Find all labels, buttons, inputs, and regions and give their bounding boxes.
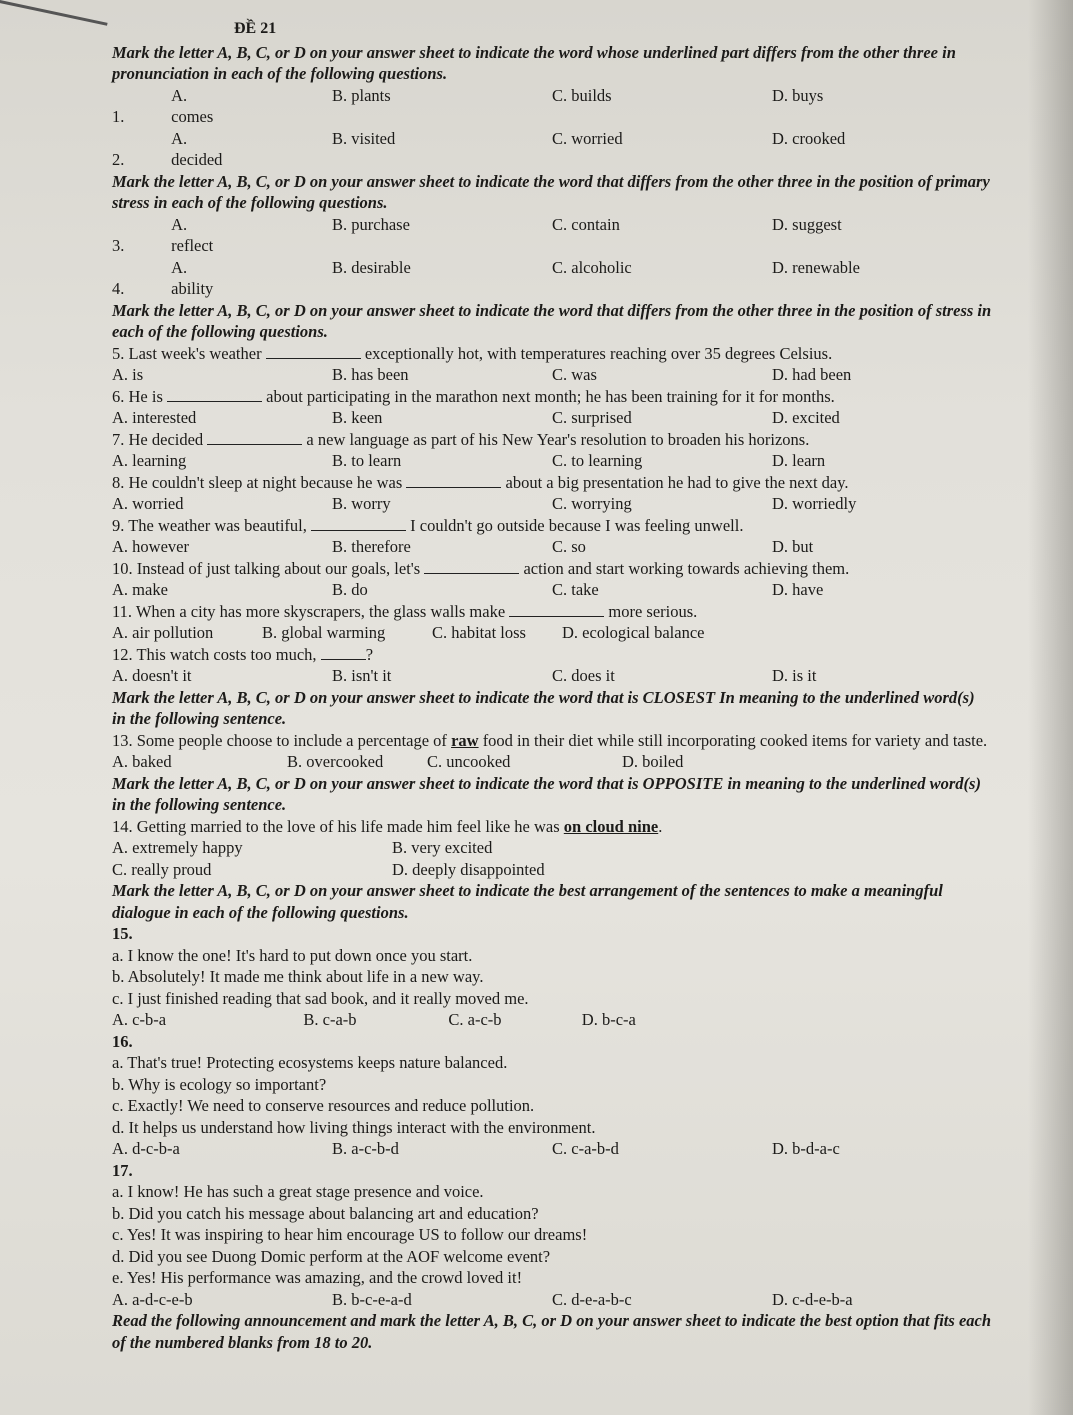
q13-option-a[interactable]: A. baked <box>112 752 172 771</box>
q1-label-a: 1. A. comes <box>112 85 214 126</box>
question-8: 8. He couldn't sleep at night because he was about a big presentation he had to give the next day. A. worried B. worry C. worrying D. worriedly <box>112 472 992 515</box>
q17-line-c: c. Yes! It was inspiring to hear him encourage US to follow our dreams! <box>112 1225 588 1244</box>
blank <box>266 346 361 359</box>
q16-option-a[interactable]: A. d-c-b-a <box>112 1139 180 1158</box>
blank <box>406 475 501 488</box>
q16-line-a: a. That's true! Protecting ecosystems keeps nature balanced. <box>112 1053 508 1072</box>
q6-option-d[interactable]: D. excited <box>772 408 840 427</box>
blank <box>321 647 366 660</box>
q14-option-c[interactable]: C. really proud <box>112 859 212 879</box>
q3-label-a: 3. A. reflect <box>112 214 214 255</box>
page-shadow <box>1028 0 1073 1415</box>
q8-option-b[interactable]: B. worry <box>332 494 391 513</box>
question-16 <box>112 1031 992 1160</box>
q15-option-c[interactable]: C. a-c-b <box>448 1010 502 1029</box>
q4-option-b[interactable]: B. desirable <box>332 257 411 277</box>
q14-option-d[interactable]: D. deeply disappointed <box>392 859 545 879</box>
question-4 <box>112 257 992 300</box>
instruction-primary-stress: Mark the letter A, B, C, or D on your answer sheet to indicate the word that differs from the other three in the position of primary stress in each of the following questions. <box>112 171 990 212</box>
q1-option-b[interactable]: B. plants <box>332 85 391 105</box>
blank <box>167 389 262 402</box>
exam-content <box>112 18 992 1353</box>
q2-option-c[interactable]: C. worried <box>552 128 623 148</box>
q14-option-b[interactable]: B. very excited <box>392 838 493 857</box>
q13-option-b[interactable]: B. overcooked <box>287 752 384 771</box>
q17-line-d: d. Did you see Duong Domic perform at the AOF welcome event? <box>112 1246 551 1266</box>
question-2 <box>112 128 992 171</box>
question-3 <box>112 214 992 257</box>
instruction-stress: Mark the letter A, B, C, or D on your answer sheet to indicate the word that differs from the other three in the position of stress in each of the following questions. <box>112 300 992 341</box>
q1-option-d[interactable]: D. buys <box>772 85 824 105</box>
q9-option-a[interactable]: A. however <box>112 537 189 556</box>
q6-option-b[interactable]: B. keen <box>332 408 383 427</box>
question-13: 13. Some people choose to include a percentage of raw food in their diet while still incorporating cooked items for variety and taste. A. baked B. overcooked C. uncooked D. boiled <box>112 730 988 771</box>
q3-option-c[interactable]: C. contain <box>552 214 620 234</box>
instruction-opposite-meaning: Mark the letter A, B, C, or D on your answer sheet to indicate the word that is OPPOSITE in meaning to the underlined word(s) in the following sentence. <box>112 773 981 814</box>
question-5: 5. Last week's weather exceptionally hot, with temperatures reaching over 35 degrees Celsius. A. is B. has been C. was D. had been <box>112 343 992 386</box>
instruction-announcement: Read the following announcement and mark the letter A, B, C, or D on your answer sheet to indicate the best option that fits each of the numbered blanks from 18 to 20. <box>112 1311 992 1352</box>
q8-option-d[interactable]: D. worriedly <box>772 494 857 513</box>
q6-option-a[interactable]: A. interested <box>112 408 197 427</box>
q9-option-d[interactable]: D. but <box>772 537 814 556</box>
q10-option-d[interactable]: D. have <box>772 580 824 599</box>
question-14: 14. Getting married to the love of his life made him feel like he was on cloud nine. A. extremely happy B. very excited C. really proud D. deeply disappointed <box>112 816 992 881</box>
q17-number: 17. <box>112 1160 133 1180</box>
q17-option-b[interactable]: B. b-c-e-a-d <box>332 1289 412 1309</box>
question-10: 10. Instead of just talking about our goals, let's action and start working towards achieving them. A. make B. do C. take D. have <box>112 558 992 601</box>
q5-option-b[interactable]: B. has been <box>332 365 409 384</box>
q2-option-d[interactable]: D. crooked <box>772 128 846 148</box>
q16-line-c: c. Exactly! We need to conserve resources and reduce pollution. <box>112 1096 535 1115</box>
q3-option-d[interactable]: D. suggest <box>772 214 842 234</box>
q17-option-c[interactable]: C. d-e-a-b-c <box>552 1289 632 1309</box>
q15-line-a: a. I know the one! It's hard to put down once you start. <box>112 945 473 965</box>
q17-line-a: a. I know! He has such a great stage presence and voice. <box>112 1182 484 1201</box>
q11-option-a[interactable]: A. air pollution <box>112 623 214 642</box>
question-1 <box>112 85 992 128</box>
blank <box>509 604 604 617</box>
q15-option-d[interactable]: D. b-c-a <box>581 1010 636 1029</box>
q16-number: 16. <box>112 1031 133 1051</box>
underlined-phrase: on cloud nine <box>563 816 659 836</box>
instruction-closest-meaning: Mark the letter A, B, C, or D on your answer sheet to indicate the word that is CLOSEST In meaning to the underlined word(s) in the following sentence. <box>112 687 975 728</box>
q3-option-b[interactable]: B. purchase <box>332 214 410 234</box>
q12-option-d[interactable]: D. is it <box>772 666 817 685</box>
q16-option-b[interactable]: B. a-c-b-d <box>332 1139 399 1158</box>
pen-mark <box>0 0 108 26</box>
q8-option-a[interactable]: A. worried <box>112 494 184 513</box>
q17-option-a[interactable]: A. a-d-c-e-b <box>112 1289 193 1309</box>
q7-option-a[interactable]: A. learning <box>112 451 187 470</box>
q9-option-c[interactable]: C. so <box>552 537 586 556</box>
q5-option-d[interactable]: D. had been <box>772 365 852 384</box>
q15-option-b[interactable]: B. c-a-b <box>303 1010 357 1029</box>
q17-line-e: e. Yes! His performance was amazing, and the crowd loved it! <box>112 1268 523 1287</box>
instruction-arrangement: Mark the letter A, B, C, or D on your answer sheet to indicate the best arrangement of the sentences to make a meaningful dialogue in each of the following questions. <box>112 881 943 922</box>
q15-number: 15. <box>112 924 133 943</box>
q7-option-d[interactable]: D. learn <box>772 451 826 470</box>
q4-label-a: 4. A. ability <box>112 257 214 298</box>
q5-option-a[interactable]: A. is <box>112 365 144 384</box>
blank <box>424 561 519 574</box>
q15-line-b: b. Absolutely! It made me think about life in a new way. <box>112 967 484 986</box>
q5-option-c[interactable]: C. was <box>552 365 597 384</box>
q1-option-c[interactable]: C. builds <box>552 85 612 105</box>
q13-option-c[interactable]: C. uncooked <box>427 752 511 771</box>
q4-option-d[interactable]: D. renewable <box>772 257 860 277</box>
q12-option-c[interactable]: C. does it <box>552 666 615 685</box>
question-7: 7. He decided a new language as part of his New Year's resolution to broaden his horizons. A. learning B. to learn C. to learning D. learn <box>112 429 992 472</box>
q10-option-a[interactable]: A. make <box>112 580 168 599</box>
q10-option-c[interactable]: C. take <box>552 580 599 599</box>
q17-line-b: b. Did you catch his message about balancing art and education? <box>112 1203 539 1223</box>
q7-option-b[interactable]: B. to learn <box>332 451 402 470</box>
exam-title: ĐỀ 21 <box>234 20 277 37</box>
q10-option-b[interactable]: B. do <box>332 580 368 599</box>
q8-option-c[interactable]: C. worrying <box>552 494 632 513</box>
q16-line-d: d. It helps us understand how living things interact with the environment. <box>112 1117 596 1137</box>
underlined-word: raw <box>451 730 479 750</box>
q15-option-a[interactable]: A. c-b-a <box>112 1010 167 1029</box>
q11-option-d[interactable]: D. ecological balance <box>562 623 705 642</box>
question-11: 11. When a city has more skyscrapers, the glass walls make more serious. A. air pollution B. global warming C. habitat loss D. ecological balance <box>112 601 992 644</box>
q17-option-d[interactable]: D. c-d-e-b-a <box>772 1289 853 1309</box>
question-17 <box>112 1160 992 1311</box>
instruction-pronunciation: Mark the letter A, B, C, or D on your answer sheet to indicate the word whose underlined part differs from the other three in pronunciation in each of the following questions. <box>112 42 956 83</box>
q6-option-c[interactable]: C. surprised <box>552 408 632 427</box>
q13-option-d[interactable]: D. boiled <box>622 752 684 771</box>
q9-option-b[interactable]: B. therefore <box>332 537 411 556</box>
q7-option-c[interactable]: C. to learning <box>552 451 643 470</box>
q4-option-c[interactable]: C. alcoholic <box>552 257 632 277</box>
q16-option-c[interactable]: C. c-a-b-d <box>552 1139 619 1158</box>
q16-line-b: b. Why is ecology so important? <box>112 1074 327 1094</box>
q12-option-a[interactable]: A. doesn't it <box>112 666 192 685</box>
question-15 <box>112 923 992 1031</box>
question-12: 12. This watch costs too much, ? A. doesn't it B. isn't it C. does it D. is it <box>112 644 992 687</box>
blank <box>207 432 302 445</box>
q16-option-d[interactable]: D. b-d-a-c <box>772 1139 840 1158</box>
q2-option-b[interactable]: B. visited <box>332 128 396 148</box>
q11-option-c[interactable]: C. habitat loss <box>432 623 526 642</box>
q15-line-c: c. I just finished reading that sad book, and it really moved me. <box>112 988 529 1008</box>
blank <box>311 518 406 531</box>
q12-option-b[interactable]: B. isn't it <box>332 666 392 685</box>
q11-option-b[interactable]: B. global warming <box>262 623 386 642</box>
question-6: 6. He is about participating in the marathon next month; he has been training for it for months. A. interested B. keen C. surprised D. excited <box>112 386 992 429</box>
question-9: 9. The weather was beautiful, I couldn't go outside because I was feeling unwell. A. however B. therefore C. so D. but <box>112 515 992 558</box>
q2-label-a: 2. A. decided <box>112 128 223 169</box>
q14-option-a[interactable]: A. extremely happy <box>112 838 243 857</box>
